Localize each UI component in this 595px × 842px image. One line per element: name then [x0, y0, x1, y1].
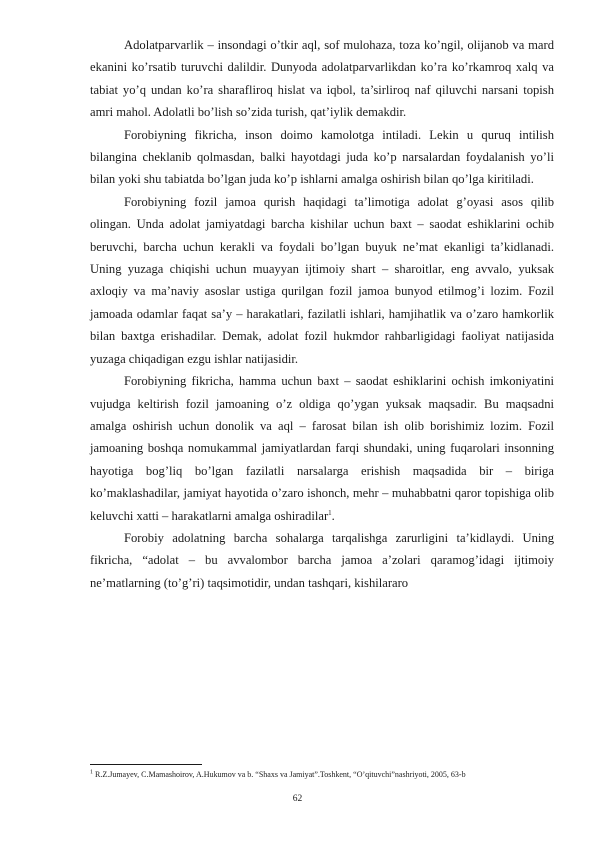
paragraph-text: Forobiyning fikricha, hamma uchun baxt – saodat eshiklarini ochish imkoniyatini vujudga keltirish fozil jamoaning o’z oldiga qo’ygan yuksak maqsadir. Bu maqsadni amalga oshirish uchun donolik va aql – farosat bilan ish olib borishimiz lozim. Fozil jamoaning boshqa nomukammal jamiyatlardan farqi shundaki, uning fuqarolari insonning hayotiga bog’liq bo’lgan fazilatli narsalarga erishish maqsadida bir – biriga ko’maklashadilar, jamiyat hayotida o’zaro ishonch, mehr – muhabbatni qaror topishiga olib keluvchi xatti – harakatlarni amalga oshiradilar: [90, 374, 554, 523]
footnote-text: R.Z.Jumayev, C.Mamashoirov, A.Hukumov va b. “Shaxs va Jamiyat”.Toshkent, “O’qituvchi”nashriyoti, 2005, 63-b: [93, 770, 466, 779]
paragraph-forobiy-kamolot: Forobiyning fikricha, inson doimo kamolotga intiladi. Lekin u quruq intilish bilangina cheklanib qolmasdan, balki hayotdagi juda ko’p narsalardan foydalanish yo’li bilan yoki shu tabiatda bo’lgan juda ko’p ishlarni amalga oshirish bilan qo’lga kiritiladi.: [90, 127, 554, 187]
footnote-mark: 1: [90, 769, 93, 776]
paragraph-adolat-sohalar: Forobiy adolatning barcha sohalarga tarqalishga zarurligini ta’kidlaydi. Uning fikricha, “adolat – bu avvalombor barcha jamoa a’zolari qaramog’idagi ijtimoiy ne’matlarning (to’g’ri) taqsimotidir, undan tashqari, kishilararo: [90, 530, 554, 590]
footnote-reference[interactable]: 1: [328, 508, 332, 517]
paragraph-baxt-saodat: [90, 370, 554, 527]
footnote: [90, 769, 554, 780]
paragraph-fozil-jamoa: Forobiyning fozil jamoa qurish haqidagi ta’limotiga adolat g’oyasi asos qilib olingan. Unda adolat jamiyatdagi barcha kishilar uchun baxt – saodat eshiklarini ochib beruvchi, barcha uchun kerakli va foydali bo’lgan buyuk ne’mat ekanligi ta’kidlanadi. Uning yuzaga chiqishi uchun muayyan ijtimoiy shart – sharoitlar, eng avvalo, yuksak axloqiy va ma’naviy asoslar ustiga qurilgan fozil jamoa bunyod etilmog’i lozim. Fozil jamoada odamlar faqat sa’y – harakatlari, fazilatli ishlari, hamjihatlik va o’zaro hamkorlik bilan baxtga erishadilar. Demak, adolat fozil hukmdor rahbarligidagi faoliyat natijasida yuzaga chiqadigan ezgu ishlar natijasidir.: [90, 194, 554, 366]
page-number: 62: [292, 794, 303, 804]
body-text: [90, 34, 554, 594]
footnote-separator: [90, 764, 202, 765]
paragraph-period: .: [331, 508, 335, 523]
paragraph-adolatparvarlik: Adolatparvarlik – insondagi o’tkir aql, sof mulohaza, toza ko’ngil, olijanob va mard ekanini ko’rsatib turuvchi dalildir. Dunyoda adolatparvarlikdan ko’ra ko’rkamroq xalq va tabiat yo’q undan ko’ra sharafliroq hislat va iqbol, ta’sirliroq naf qiluvchi narsani topish amri mahol. Adolatli bo’lish so’zida turish, qat’iylik demakdir.: [90, 38, 554, 120]
